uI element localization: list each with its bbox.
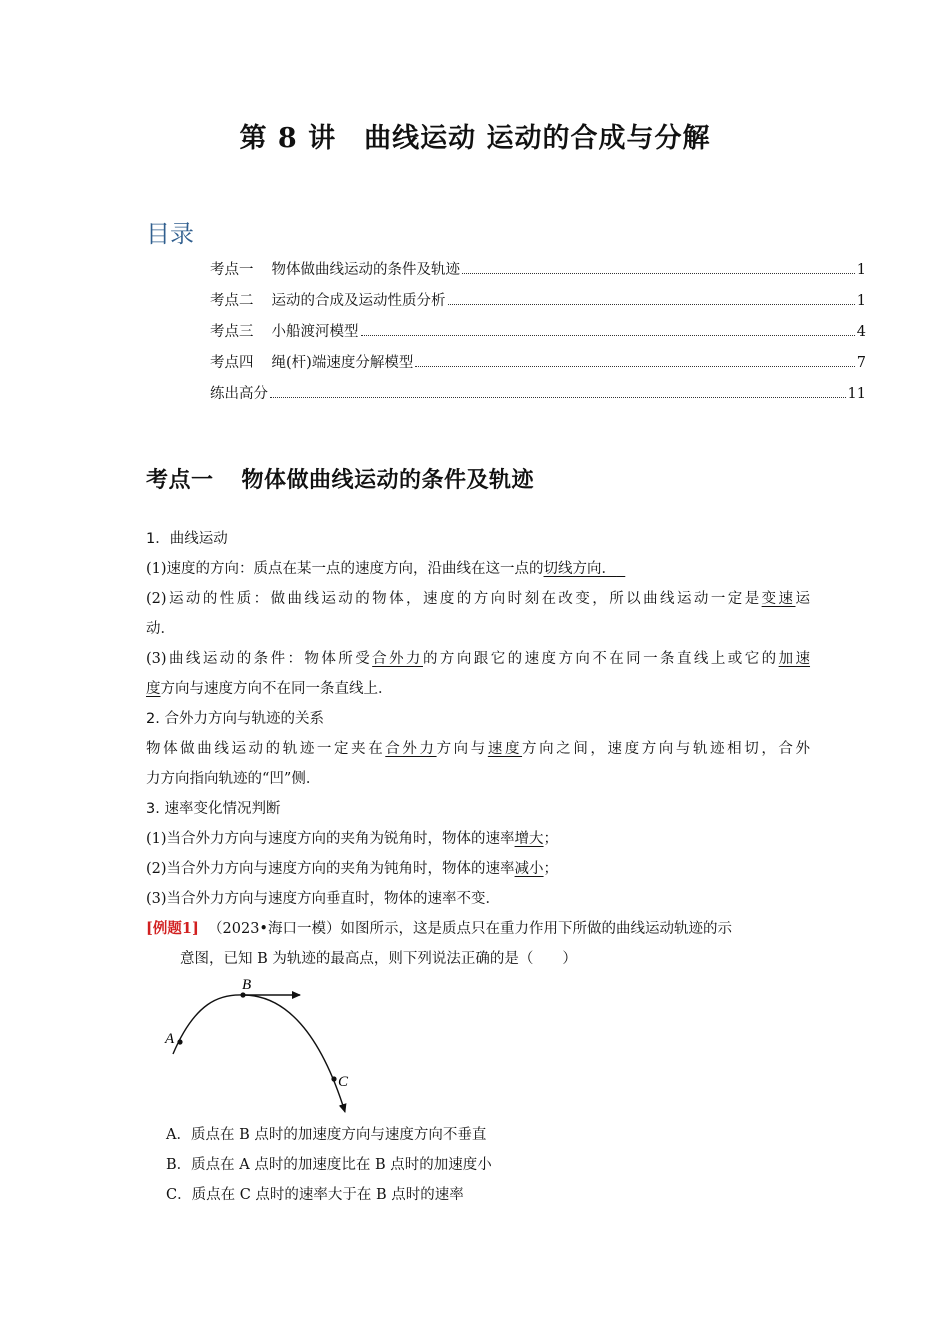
example-tag: [例题1] (146, 920, 199, 937)
text: (3)曲线运动的条件：物体所受 (146, 651, 373, 667)
option-b[interactable]: B．质点在 A 点时的加速度比在 B 点时的加速度小 (166, 1157, 492, 1173)
toc-item-label: 绳(杆)端速度分解模型 (271, 355, 414, 371)
toc-item-label: 小船渡河模型 (271, 324, 359, 340)
text: ； (543, 831, 559, 847)
paragraph-line (146, 856, 810, 886)
section-heading (146, 463, 534, 494)
text: 方向之间，速度方向与轨迹相切，合外 (522, 741, 811, 757)
paragraph-line (146, 826, 810, 856)
underlined-term: 度 (146, 681, 161, 697)
toc-item-code: 考点三 (210, 324, 254, 340)
toc-item-label: 物体做曲线运动的条件及轨迹 (271, 262, 460, 278)
paragraph-line: 动． (146, 621, 175, 637)
text: 运 (795, 591, 810, 607)
paragraph-line (146, 676, 810, 706)
table-of-contents (210, 258, 866, 413)
toc-item-page: 1 (856, 293, 866, 309)
toc-dot-leader (462, 272, 855, 274)
example-question-cont: 意图，已知 B 为轨迹的最高点，则下列说法正确的是（ ） (180, 951, 577, 967)
subheading: 3. 速率变化情况判断 (146, 801, 281, 817)
toc-item[interactable] (210, 351, 866, 382)
toc-dot-leader (270, 396, 846, 398)
subheading: 1．曲线运动 (146, 531, 228, 547)
section-body (146, 526, 810, 976)
toc-item[interactable] (210, 382, 866, 413)
point-b-marker (240, 992, 245, 997)
section-code: 考点一 (146, 467, 214, 493)
paragraph-line (146, 736, 810, 766)
section-title: 物体做曲线运动的条件及轨迹 (241, 467, 535, 493)
toc-item-label: 运动的合成及运动性质分析 (271, 293, 446, 309)
text: 方向与速度方向不在同一条直线上． (160, 681, 393, 697)
point-c-marker (331, 1076, 336, 1081)
subheading: 2. 合外力方向与轨迹的关系 (146, 711, 324, 727)
option-a[interactable]: A．质点在 B 点时的加速度方向与速度方向不垂直 (166, 1127, 487, 1143)
toc-item-page: 7 (856, 355, 866, 371)
text: 物体做曲线运动的轨迹一定夹在 (146, 741, 386, 757)
text: (1)速度的方向：质点在某一点的速度方向，沿曲线在这一点的 (146, 561, 544, 577)
point-a-marker (177, 1039, 182, 1044)
example-question (146, 916, 810, 946)
toc-item-page: 11 (847, 386, 866, 402)
underlined-term: 增大 (514, 831, 544, 847)
text: （2023•海口一模）如图所示，这是质点只在重力作用下所做的曲线运动轨迹的示 (208, 921, 732, 937)
text: ； (543, 861, 559, 877)
text: (1)当合外力方向与速度方向的夹角为锐角时，物体的速率 (146, 831, 515, 847)
paragraph-line (146, 646, 810, 676)
page-title: 第 8 讲 曲线运动 运动的合成与分解 (239, 123, 711, 154)
toc-dot-leader (361, 334, 855, 336)
answer-options (166, 1122, 492, 1212)
paragraph-line: 力方向指向轨迹的“凹”侧． (146, 771, 321, 787)
toc-heading: 目录 (146, 220, 194, 248)
toc-item-label: 练出高分 (210, 386, 268, 402)
trajectory-diagram (160, 972, 380, 1122)
underlined-term: 加速 (778, 651, 811, 667)
toc-item-page: 4 (856, 324, 866, 340)
text: (2)当合外力方向与速度方向的夹角为钝角时，物体的速率 (146, 861, 515, 877)
point-c-label: C (338, 1074, 349, 1090)
toc-item-page: 1 (856, 262, 866, 278)
toc-item-code: 考点一 (210, 262, 254, 278)
text: (2)运动的性质：做曲线运动的物体，速度的方向时刻在改变，所以曲线运动一定是 (146, 591, 762, 607)
underlined-term: 减小 (514, 861, 544, 877)
toc-item[interactable] (210, 289, 866, 320)
underlined-term: 合外力 (372, 651, 423, 667)
underlined-term: 速度 (487, 741, 523, 757)
toc-item[interactable] (210, 258, 866, 289)
underlined-term: 切线方向． (543, 561, 617, 577)
paragraph-line (146, 556, 810, 586)
toc-item-code: 考点二 (210, 293, 254, 309)
option-c[interactable]: C．质点在 C 点时的速率大于在 B 点时的速率 (166, 1187, 464, 1203)
underlined-term: 合外力 (385, 741, 437, 757)
text: 的方向跟它的速度方向不在同一条直线上或它的 (422, 651, 779, 667)
trajectory-curve (173, 995, 345, 1112)
text: 方向与 (436, 741, 488, 757)
paragraph-line (146, 586, 810, 616)
toc-item[interactable] (210, 320, 866, 351)
paragraph-line: (3)当合外力方向与速度方向垂直时，物体的速率不变． (146, 891, 501, 907)
point-b-label: B (242, 977, 252, 993)
underlined-term: 变速 (761, 591, 796, 607)
toc-dot-leader (415, 365, 854, 367)
toc-dot-leader (448, 303, 855, 305)
point-a-label: A (165, 1031, 175, 1047)
toc-item-code: 考点四 (210, 355, 254, 371)
